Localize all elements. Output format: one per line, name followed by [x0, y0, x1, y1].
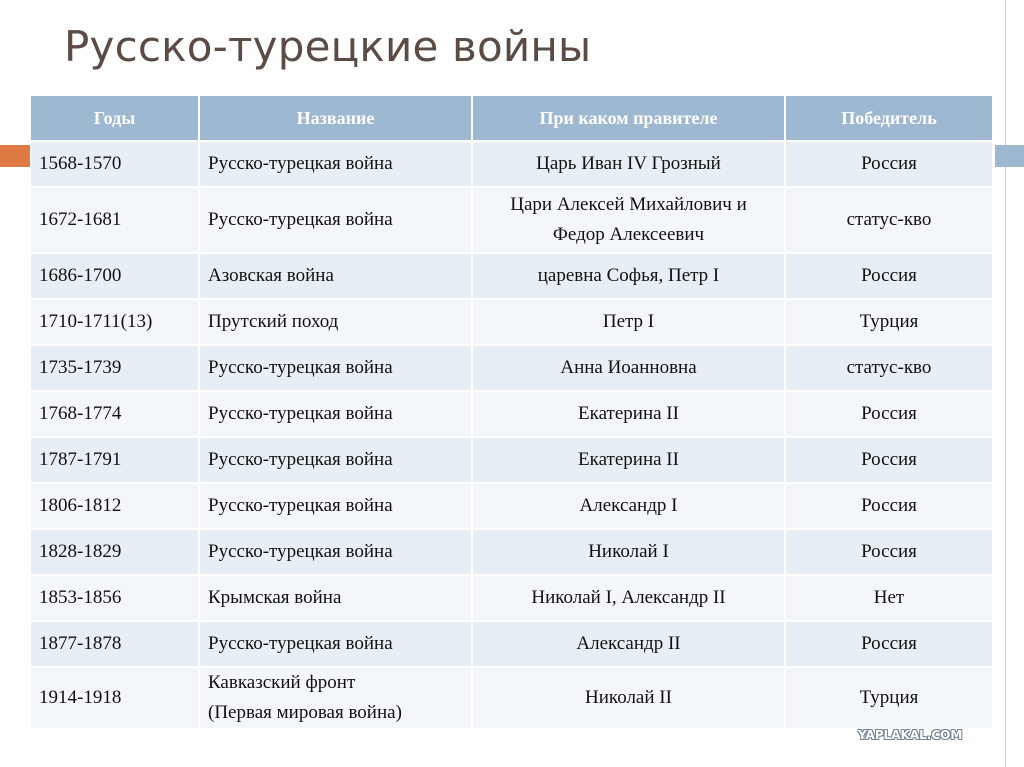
cell-years: 1735-1739 [31, 345, 199, 391]
cell-winner: Турция [785, 667, 993, 729]
table-row [31, 621, 993, 667]
cell-ruler-line: Федор Алексеевич [552, 224, 705, 245]
cell-ruler-line: Екатерина II [578, 403, 679, 424]
cell-name [199, 141, 472, 187]
cell-years: 1828-1829 [31, 529, 199, 575]
cell-name [199, 187, 472, 253]
table-row [31, 345, 993, 391]
cell-ruler [472, 621, 785, 667]
cell-years: 1568-1570 [31, 141, 199, 187]
cell-name-line: (Первая мировая война) [208, 702, 402, 723]
cell-winner: Россия [785, 437, 993, 483]
cell-ruler-line: Николай I [588, 541, 669, 562]
table-row [31, 299, 993, 345]
slide-right-rule [1005, 0, 1006, 767]
slide-accent-right [995, 145, 1024, 167]
header-years: Годы [31, 96, 199, 141]
cell-name-line: Русско-турецкая война [208, 449, 393, 470]
table-body [31, 141, 993, 729]
cell-winner: Россия [785, 141, 993, 187]
cell-ruler [472, 299, 785, 345]
cell-ruler [472, 667, 785, 729]
cell-ruler-line: Александр II [576, 633, 681, 654]
table-row [31, 253, 993, 299]
cell-winner: статус-кво [785, 345, 993, 391]
cell-ruler-line: Цари Алексей Михайлович и [510, 194, 747, 215]
cell-name-line: Русско-турецкая война [208, 357, 393, 378]
table-row [31, 575, 993, 621]
cell-name [199, 575, 472, 621]
cell-name [199, 253, 472, 299]
cell-years: 1914-1918 [31, 667, 199, 729]
cell-ruler [472, 529, 785, 575]
table-row [31, 391, 993, 437]
cell-ruler-line: Екатерина II [578, 449, 679, 470]
cell-years: 1686-1700 [31, 253, 199, 299]
cell-winner: Россия [785, 621, 993, 667]
cell-name-line: Русско-турецкая война [208, 541, 393, 562]
cell-years: 1806-1812 [31, 483, 199, 529]
cell-years: 1877-1878 [31, 621, 199, 667]
cell-years: 1768-1774 [31, 391, 199, 437]
cell-name [199, 345, 472, 391]
cell-winner: Нет [785, 575, 993, 621]
table-row [31, 667, 993, 729]
table-row [31, 141, 993, 187]
cell-winner: Россия [785, 529, 993, 575]
cell-years: 1710-1711(13) [31, 299, 199, 345]
table-row [31, 437, 993, 483]
cell-winner: Турция [785, 299, 993, 345]
cell-name-line: Крымская война [208, 587, 342, 608]
cell-years: 1853-1856 [31, 575, 199, 621]
cell-ruler-line: Николай I, Александр II [531, 587, 726, 608]
slide-accent-left [0, 145, 30, 167]
cell-winner: Россия [785, 483, 993, 529]
cell-name [199, 437, 472, 483]
slide-title: Русско-турецкие войны [64, 22, 592, 71]
cell-ruler-line: Царь Иван IV Грозный [536, 153, 721, 174]
cell-name [199, 621, 472, 667]
cell-name-line: Русско-турецкая война [208, 495, 393, 516]
cell-ruler-line: Петр I [602, 311, 655, 332]
cell-ruler-line: Александр I [579, 495, 678, 516]
cell-name-line: Русско-турецкая война [208, 403, 393, 424]
cell-name [199, 667, 472, 729]
cell-name-line: Русско-турецкая война [208, 153, 393, 174]
cell-winner: статус-кво [785, 187, 993, 253]
cell-ruler [472, 391, 785, 437]
cell-name-line: Русско-турецкая война [208, 209, 393, 230]
cell-name [199, 529, 472, 575]
cell-ruler [472, 141, 785, 187]
table-row [31, 529, 993, 575]
cell-ruler [472, 187, 785, 253]
cell-name [199, 391, 472, 437]
watermark: YAPLAKAL.COM [858, 728, 963, 742]
table-row [31, 187, 993, 253]
cell-ruler [472, 345, 785, 391]
cell-ruler [472, 437, 785, 483]
cell-ruler [472, 253, 785, 299]
cell-ruler-line: Анна Иоанновна [560, 357, 697, 378]
cell-ruler [472, 483, 785, 529]
cell-name [199, 483, 472, 529]
wars-table [31, 96, 994, 730]
header-winner: Победитель [785, 96, 993, 141]
cell-ruler [472, 575, 785, 621]
table-header-row [31, 96, 993, 141]
cell-years: 1787-1791 [31, 437, 199, 483]
cell-winner: Россия [785, 253, 993, 299]
table-row [31, 483, 993, 529]
cell-name-line: Кавказский фронт [208, 672, 356, 693]
cell-name-line: Прутский поход [208, 311, 339, 332]
header-ruler: При каком правителе [472, 96, 785, 141]
cell-winner: Россия [785, 391, 993, 437]
cell-name [199, 299, 472, 345]
cell-years: 1672-1681 [31, 187, 199, 253]
cell-name-line: Русско-турецкая война [208, 633, 393, 654]
cell-name-line: Азовская война [208, 265, 334, 286]
cell-ruler-line: Николай II [585, 687, 672, 708]
header-name: Название [199, 96, 472, 141]
cell-ruler-line: царевна Софья, Петр I [537, 265, 720, 286]
